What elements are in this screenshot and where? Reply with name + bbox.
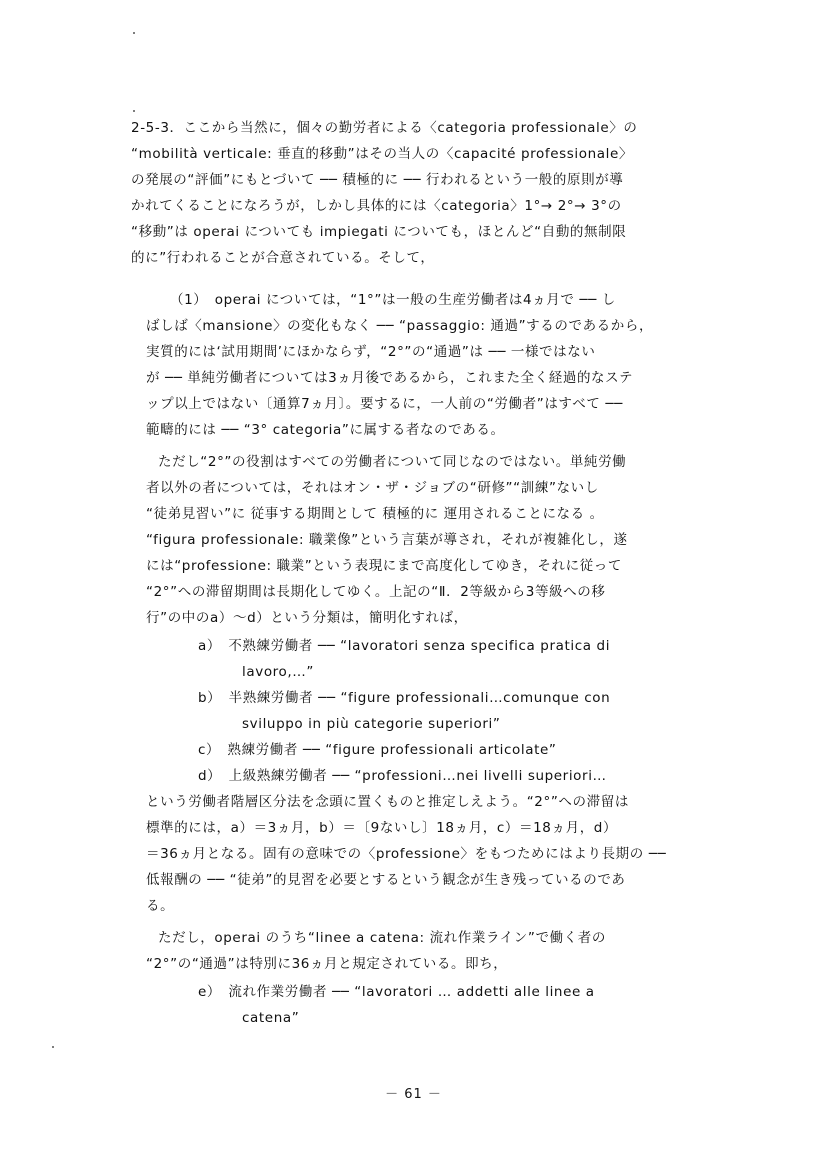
list-item-b: b） 半熟練労働者 ── “figure professionali…comunque con (198, 690, 611, 706)
body-line: には“professione: 職業”という表現にまで高度化してゆき，それに従って (146, 558, 622, 574)
body-line: 行”の中のa）～d）という分類は，簡明化すれば， (146, 610, 468, 626)
body-line: かれてくることになろうが，しかし具体的には〈categoria〉1°→ 2°→ 3°の (131, 198, 622, 214)
scan-speck (133, 110, 135, 112)
body-line: が ── 単純労働者については3ヵ月後であるから，これまた全く経過的なステ (146, 370, 634, 386)
body-line: （1） operai については，“1°”は一般の生産労働者は4ヵ月で ── し (170, 292, 616, 308)
body-line: る。 (146, 898, 175, 914)
body-line: “mobilità verticale: 垂直的移動”はその当人の〈capacité professionale〉 (131, 146, 633, 162)
list-item-a-continued: lavoro,…” (242, 664, 314, 680)
body-line: 者以外の者については，それはオン・ザ・ジョブの“研修”“訓練”ないし (146, 480, 599, 496)
body-line: “移動”は operai についても impiegati についても，ほとんど“自動的無制限 (131, 224, 627, 240)
body-line: 2-5-3．ここから当然に，個々の勤労者による〈categoria professionale〉の (131, 120, 638, 136)
body-line: “2°”の“通過”は特別に36ヵ月と規定されている。即ち， (146, 956, 508, 972)
list-item-e-continued: catena” (242, 1010, 300, 1026)
body-line: ただし，operai のうち“linee a catena: 流れ作業ライン”で働く者の (158, 930, 606, 946)
body-line: 範疇的には ── “3° categoria”に属する者なのである。 (146, 422, 505, 438)
body-line: という労働者階層区分法を念頭に置くものと推定しえよう。“2°”への滞留は (146, 794, 629, 810)
scan-speck (52, 1046, 54, 1048)
body-line: ただし“2°”の役割はすべての労働者について同じなのではない。単純労働 (158, 454, 627, 470)
body-line: “figura professionale: 職業像”という言葉が導され，それが複雑化し，遂 (146, 532, 628, 548)
body-line: “徒弟見習い”に 従事する期間として 積極的に 運用されることになる 。 (146, 506, 604, 522)
body-line: 標準的には，a）＝3ヵ月，b）＝〔9ないし〕18ヵ月，c）＝18ヵ月，d） (146, 820, 618, 836)
list-item-e: e） 流れ作業労働者 ── “lavoratori … addetti alle linee a (198, 984, 595, 1000)
list-item-d: d） 上級熟練労働者 ── “professioni…nei livelli superiori… (198, 768, 607, 784)
body-line: 実質的には‘試用期間’にほかならず，“2°”の“通過”は ── 一様ではない (146, 344, 596, 360)
list-item-b-continued: sviluppo in più categorie superiori” (242, 716, 501, 732)
body-line: ＝36ヵ月となる。固有の意味での〈professione〉をもつためにはより長期の ── (146, 846, 667, 862)
list-item-c: c） 熟練労働者 ── “figure professionali articolate” (198, 742, 557, 758)
body-line: ばしば〈mansione〉の変化もなく ── “passaggio: 通過”するのであるから， (146, 318, 654, 334)
body-line: “2°”への滞留期間は長期化してゆく。上記の“Ⅱ．2等級から3等級への移 (146, 584, 606, 600)
body-line: の発展の“評価”にもとづいて ── 積極的に ── 行われるという一般的原則が導 (131, 172, 624, 188)
body-line: 低報酬の ── “徒弟”的見習を必要とするという観念が生き残っているのであ (146, 872, 626, 888)
body-line: ップ以上ではない〔通算7ヵ月〕。要するに，一人前の“労働者”はすべて ── (146, 396, 623, 412)
body-line: 的に”行われることが合意されている。そして， (131, 250, 435, 266)
scan-speck (133, 32, 135, 34)
page-number: － 61 － (385, 1087, 442, 1102)
list-item-a: a） 不熟練労働者 ── “lavoratori senza specifica pratica di (198, 638, 611, 654)
